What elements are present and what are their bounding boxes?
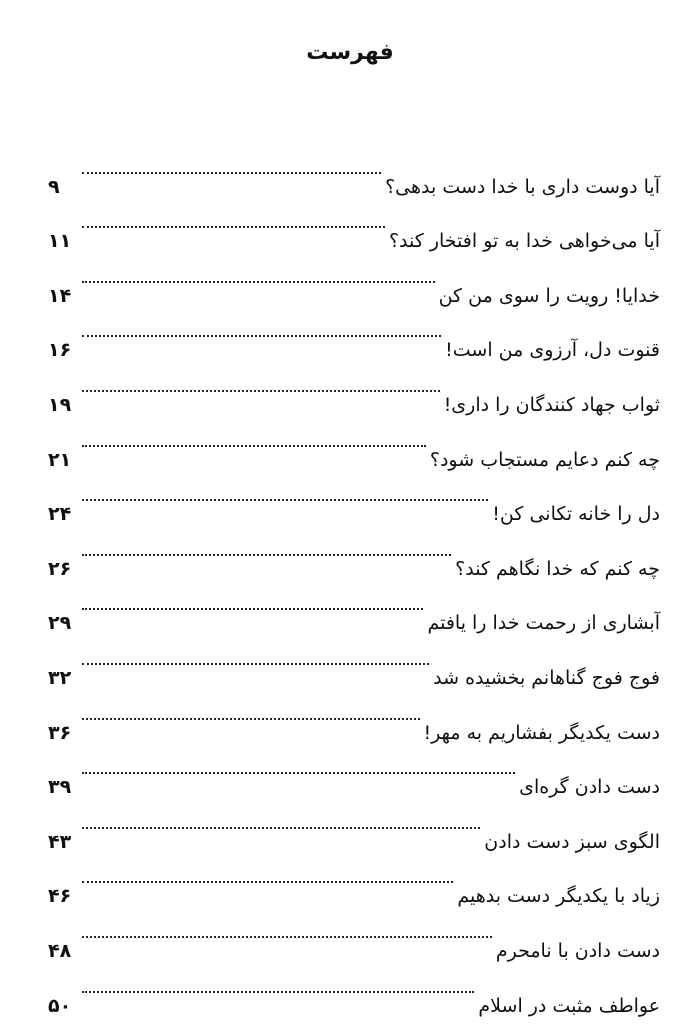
dot-leader (82, 247, 435, 302)
toc-entry-title: زیاد با یکدیگر دست بدهیم (457, 885, 660, 908)
toc-entry-title: خدایا! رویت را سوی من کن (438, 284, 660, 307)
dot-leader (82, 793, 480, 848)
toc-entry-page: ۲۹ (48, 612, 72, 635)
dot-leader (82, 466, 488, 521)
toc-entry-title: دل را خانه تکانی کن! (492, 503, 660, 526)
toc-entry-title: چه کنم دعایم مستجاب شود؟ (429, 448, 660, 471)
toc-entry-title: آبشاری از رحمت خدا را یافتم (427, 612, 660, 635)
toc-entry-page: ۳۶ (48, 721, 72, 744)
toc-entry-title: عواطف مثبت در اسلام (478, 994, 660, 1017)
toc-entry-page: ۱۴ (48, 284, 72, 307)
dot-leader (82, 575, 423, 630)
toc-entry-page: ۲۶ (48, 557, 72, 580)
toc-entry-page: ۲۴ (48, 503, 72, 526)
toc-entry-title: الگوی سبز دست دادن (484, 830, 660, 853)
dot-leader (82, 629, 429, 684)
toc-entry-page: ۲۱ (48, 448, 72, 471)
dot-leader (82, 138, 381, 193)
toc-entry-page: ۴۸ (48, 939, 72, 962)
toc-entry-title: چه کنم که خدا نگاهم کند؟ (455, 557, 660, 580)
toc-entry-title: فوج فوج گناهانم بخشیده شد (433, 666, 660, 689)
dot-leader (82, 684, 420, 739)
toc-entry-page: ۱۹ (48, 393, 72, 416)
toc-entry (48, 138, 660, 198)
toc-entry-title: آیا می‌خواهی خدا به تو افتخار کند؟ (388, 230, 660, 253)
toc-entry-page: ۵۰ (48, 994, 72, 1017)
toc-entry-title: قنوت دل، آرزوی من است! (445, 339, 660, 362)
dot-leader (82, 739, 515, 794)
toc-entry-title: دست یکدیگر بفشاریم به مهر! (423, 721, 660, 744)
page-title: فهرست (306, 40, 394, 65)
table-of-contents (48, 138, 660, 1017)
toc-entry-page: ۹ (48, 175, 60, 198)
toc-entry-page: ۱۱ (48, 230, 72, 253)
toc-entry-page: ۴۳ (48, 830, 72, 853)
dot-leader (82, 957, 474, 1012)
toc-entry-page: ۱۶ (48, 339, 72, 362)
dot-leader (82, 520, 451, 575)
dot-leader (82, 302, 441, 357)
dot-leader (82, 411, 426, 466)
dot-leader (82, 902, 492, 957)
dot-leader (82, 848, 453, 903)
toc-entry-page: ۳۲ (48, 666, 72, 689)
toc-entry-title: دست دادن گره‌ای (519, 776, 660, 799)
dot-leader (82, 356, 440, 411)
toc-entry-title: آیا دوست داری با خدا دست بدهی؟ (385, 175, 660, 198)
toc-entry-title: دست دادن با نامحرم (495, 939, 660, 962)
toc-entry-page: ۳۹ (48, 776, 72, 799)
toc-entry-page: ۴۶ (48, 885, 72, 908)
toc-entry-title: ثواب جهاد کنندگان را داری! (443, 393, 660, 416)
dot-leader (82, 193, 385, 248)
